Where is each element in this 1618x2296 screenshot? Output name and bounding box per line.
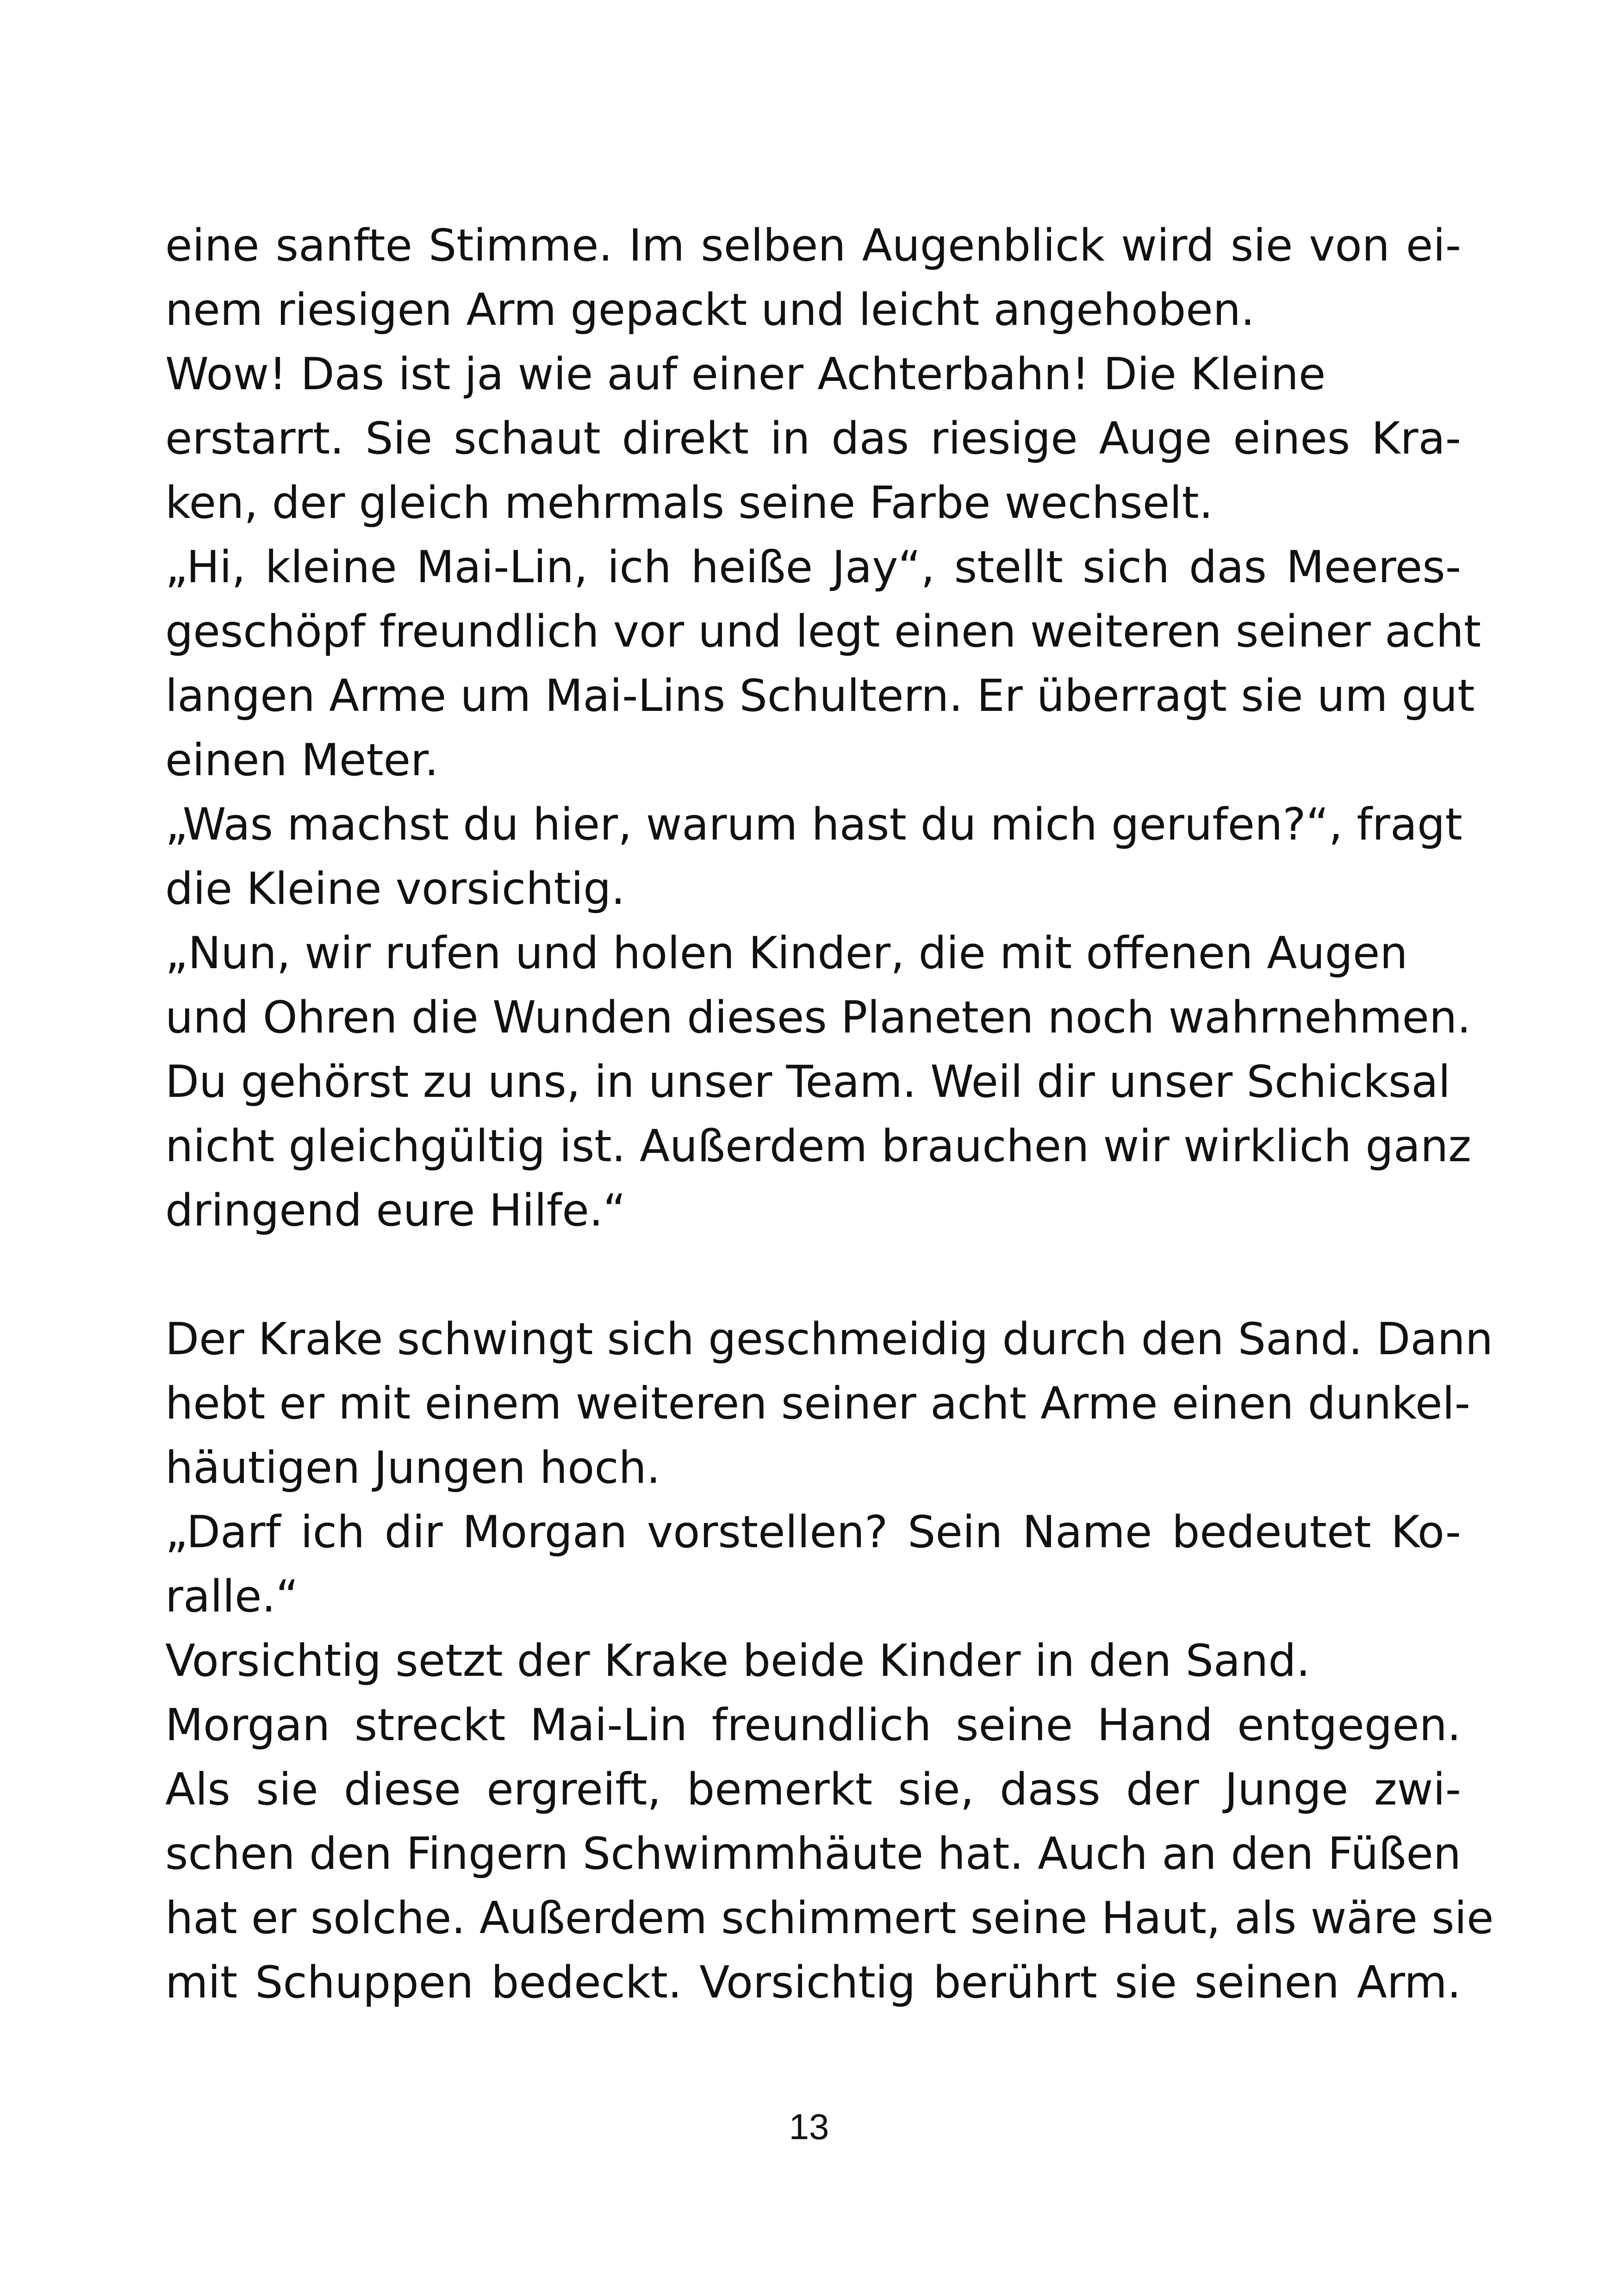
text-line: „Nun, wir rufen und holen Kinder, die mit offenen Augen xyxy=(165,928,1408,979)
text-line: Morgan streckt Mai-Lin freundlich seine Hand entgegen. xyxy=(165,1700,1461,1751)
text-line: langen Arme um Mai-Lins Schultern. Er überragt sie um gut xyxy=(165,671,1475,722)
text-line: einen Meter. xyxy=(165,735,439,786)
text-line: „Hi, kleine Mai-Lin, ich heiße Jay“, stellt sich das Meeres- xyxy=(165,542,1461,593)
text-line: Als sie diese ergreift, bemerkt sie, dass der Junge zwi- xyxy=(165,1764,1461,1815)
text-line: mit Schuppen bedeckt. Vorsichtig berührt sie seinen Arm. xyxy=(165,1957,1461,2008)
text-line: Vorsichtig setzt der Krake beide Kinder in den Sand. xyxy=(165,1636,1310,1686)
text-line: geschöpf freundlich vor und legt einen weiteren seiner acht xyxy=(165,606,1481,657)
text-line: nicht gleichgültig ist. Außerdem brauchen wir wirklich ganz xyxy=(165,1121,1472,1172)
text-line: „Was machst du hier, warum hast du mich gerufen?“, fragt xyxy=(165,799,1462,850)
text-line: dringend eure Hilfe.“ xyxy=(165,1185,626,1236)
page-number: 13 xyxy=(789,2106,829,2147)
text-line: erstarrt. Sie schaut direkt in das riesige Auge eines Kra- xyxy=(165,413,1461,464)
text-line: und Ohren die Wunden dieses Planeten noch wahrnehmen. xyxy=(165,992,1471,1043)
paragraph-gap xyxy=(165,1243,1461,1307)
text-line: schen den Fingern Schwimmhäute hat. Auch an den Füßen xyxy=(165,1829,1461,1879)
text-line: hat er solche. Außerdem schimmert seine Haut, als wäre sie xyxy=(165,1893,1494,1944)
text-line: ken, der gleich mehrmals seine Farbe wechselt. xyxy=(165,478,1213,529)
text-line: Der Krake schwingt sich geschmeidig durch den Sand. Dann xyxy=(165,1314,1493,1365)
text-line: Wow! Das ist ja wie auf einer Achterbahn! Die Kleine xyxy=(165,349,1326,400)
text-line: ralle.“ xyxy=(165,1571,299,1622)
text-line: Du gehörst zu uns, in unser Team. Weil dir unser Schicksal xyxy=(165,1057,1450,1108)
text-line: die Kleine vorsichtig. xyxy=(165,864,625,915)
body-text xyxy=(165,214,1494,2015)
text-line: „Darf ich dir Morgan vorstellen? Sein Name bedeutet Ko- xyxy=(165,1507,1461,1558)
text-line: hebt er mit einem weiteren seiner acht Arme einen dunkel- xyxy=(165,1378,1471,1429)
text-line: eine sanfte Stimme. Im selben Augenblick wird sie von ei- xyxy=(165,220,1461,271)
text-line: nem riesigen Arm gepackt und leicht angehoben. xyxy=(165,285,1255,336)
text-line: häutigen Jungen hoch. xyxy=(165,1443,661,1493)
